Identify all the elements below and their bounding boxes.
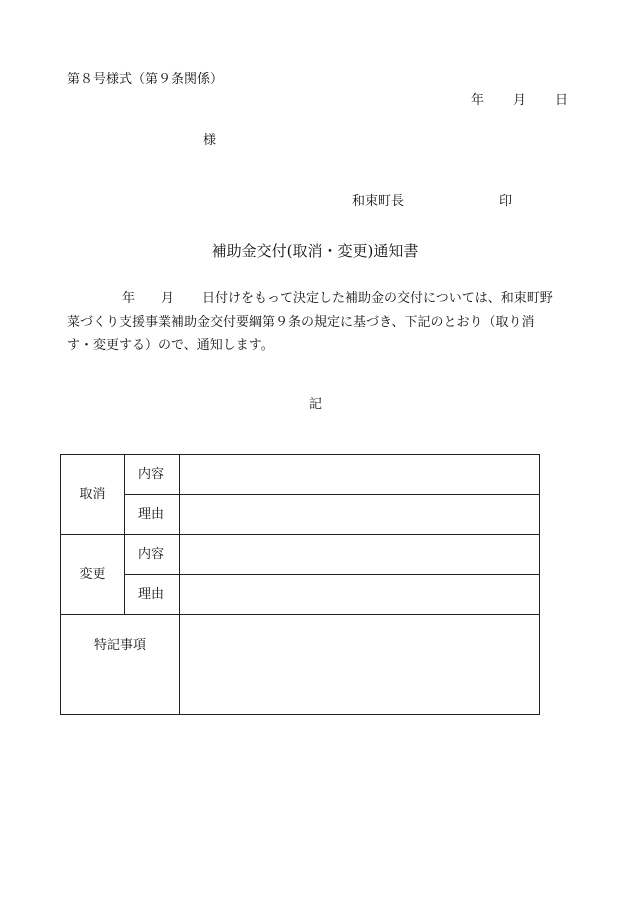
cancel-reason-label: 理由 [125, 495, 180, 535]
issuer-name: 和束町長 [352, 194, 405, 209]
cancel-reason-field[interactable] [180, 495, 540, 535]
body-line-1-text: 日付けをもって決定した補助金の交付については、和束町野 [202, 291, 553, 306]
body-line-3: す・変更する）ので、通知します。 [67, 338, 274, 353]
seal-mark: 印 [499, 194, 513, 209]
change-reason-row [61, 575, 540, 615]
notes-label: 特記事項 [61, 615, 180, 715]
date-month-label: 月 [513, 93, 527, 108]
notes-field[interactable] [180, 615, 540, 715]
cancel-content-row [61, 455, 540, 495]
form-number: 第８号様式（第９条関係） [67, 72, 224, 87]
date-year-label: 年 [471, 93, 485, 108]
change-content-label: 内容 [125, 535, 180, 575]
document-title: 補助金交付(取消・変更)通知書 [211, 242, 419, 260]
body-month-label: 月 [161, 291, 175, 306]
date-day-label: 日 [555, 93, 569, 108]
detail-table [60, 454, 540, 715]
change-content-field[interactable] [180, 535, 540, 575]
body-line-2: 菜づくり支援事業補助金交付要綱第９条の規定に基づき、下記のとおり（取り消 [67, 315, 535, 330]
ki-heading: 記 [309, 397, 323, 412]
addressee-suffix: 様 [203, 133, 217, 148]
body-year-label: 年 [122, 291, 136, 306]
cancel-reason-row [61, 495, 540, 535]
cancel-content-label: 内容 [125, 455, 180, 495]
cancel-content-field[interactable] [180, 455, 540, 495]
change-reason-label: 理由 [125, 575, 180, 615]
change-reason-field[interactable] [180, 575, 540, 615]
cancel-label: 取消 [61, 455, 125, 535]
change-label: 変更 [61, 535, 125, 615]
notes-row [61, 615, 540, 715]
change-content-row [61, 535, 540, 575]
